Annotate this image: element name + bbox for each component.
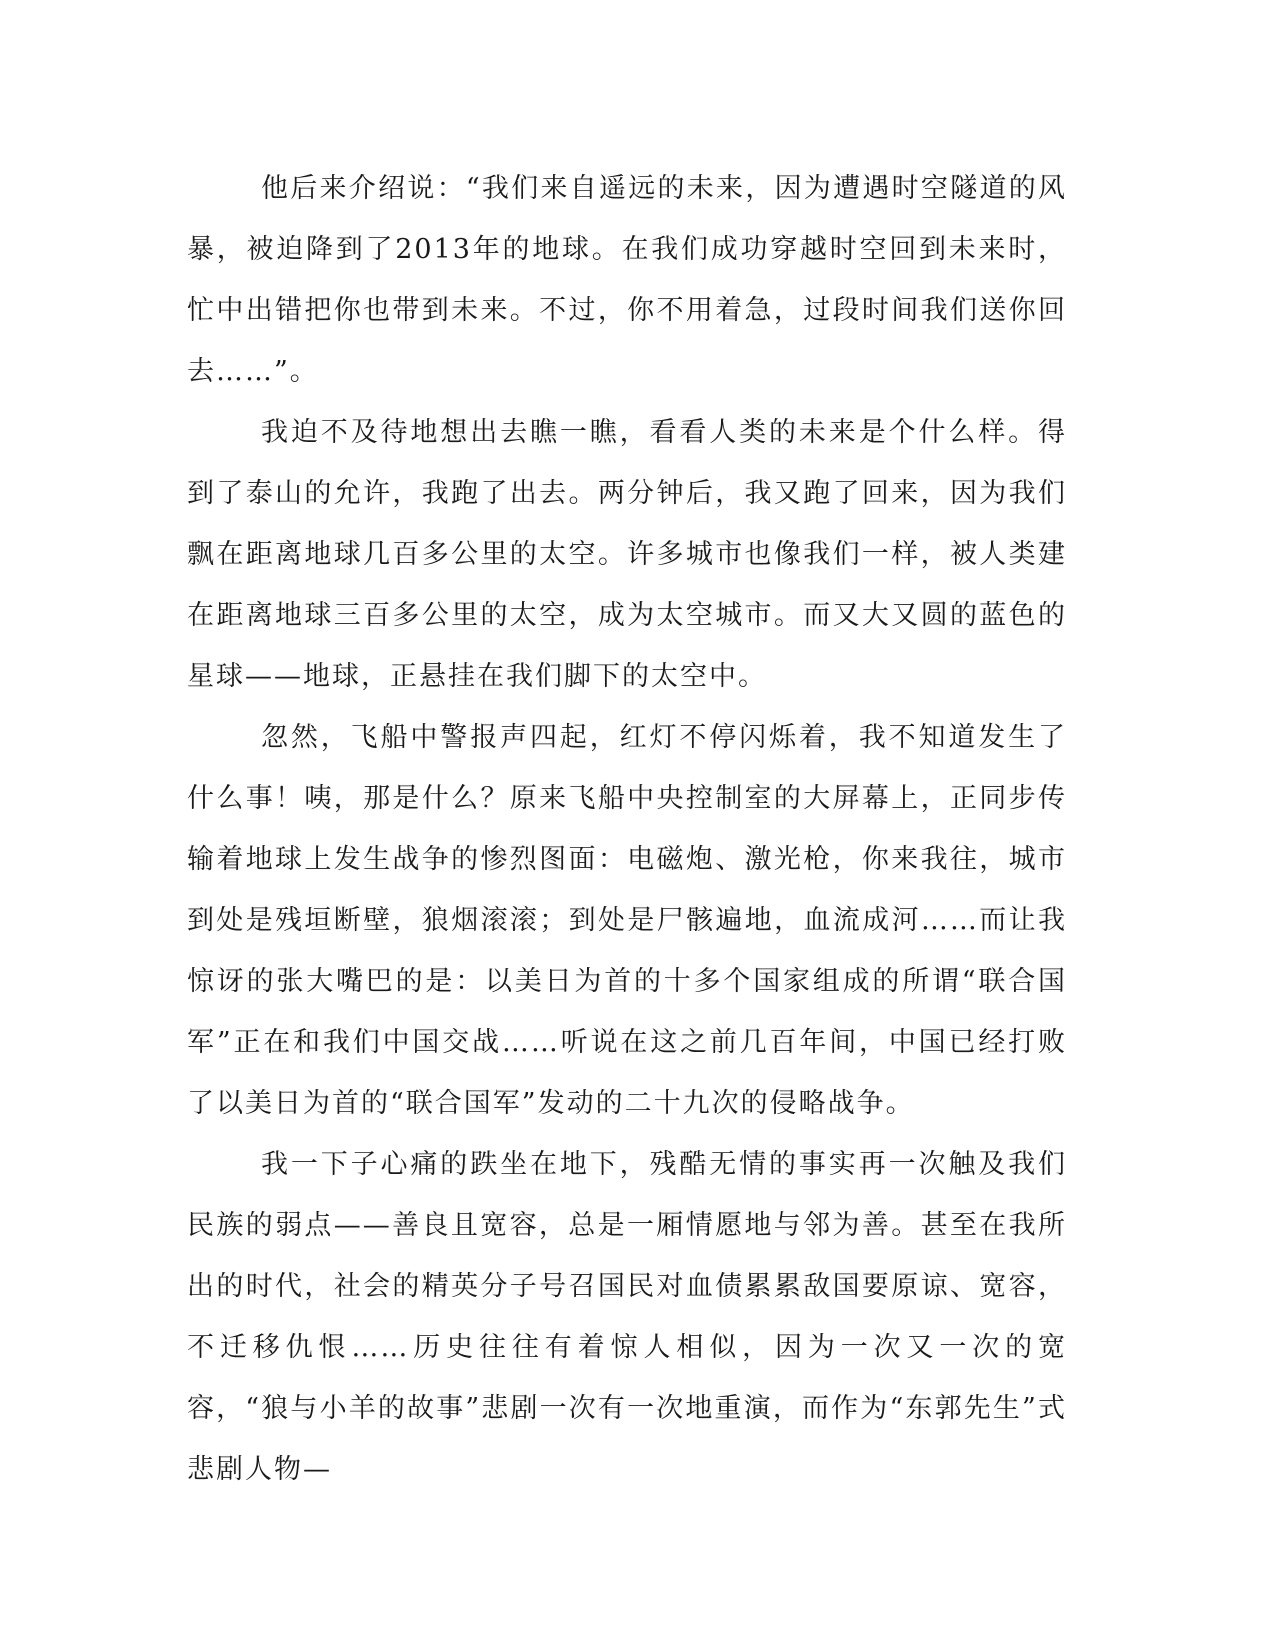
paragraph-3: 忽然，飞船中警报声四起，红灯不停闪烁着，我不知道发生了什么事！咦，那是什么？原来飞船中央控制室的大屏幕上，正同步传输着地球上发生战争的惨烈图面：电磁炮、激光枪，你来我往，城市到处是残垣断壁，狼烟滚滚；到处是尸骸遍地，血流成河……而让我惊讶的张大嘴巴的是：以美日为首的十多个国家组成的所谓“联合国军”正在和我们中国交战……听说在这之前几百年间，中国已经打败了以美日为首的“联合国军”发动的二十九次的侵略战争。 <box>187 722 1067 1119</box>
paragraph-2: 我迫不及待地想出去瞧一瞧，看看人类的未来是个什么样。得到了泰山的允许，我跑了出去。两分钟后，我又跑了回来，因为我们飘在距离地球几百多公里的太空。许多城市也像我们一样，被人类建在距离地球三百多公里的太空，成为太空城市。而又大又圆的蓝色的星球——地球，正悬挂在我们脚下的太空中。 <box>187 417 1067 692</box>
paragraph-1: 他后来介绍说：“我们来自遥远的未来，因为遭遇时空隧道的风暴，被迫降到了2013年的地球。在我们成功穿越时空回到未来时，忙中出错把你也带到未来。不过，你不用着急，过段时间我们送你回去……”。 <box>187 173 1067 387</box>
body-text <box>187 158 1067 1500</box>
paragraph-4: 我一下子心痛的跌坐在地下，残酷无情的事实再一次触及我们民族的弱点——善良且宽容，总是一厢情愿地与邻为善。甚至在我所出的时代，社会的精英分子号召国民对血债累累敌国要原谅、宽容，不迁移仇恨……历史往往有着惊人相似，因为一次又一次的宽容，“狼与小羊的故事”悲剧一次有一次地重演，而作为“东郭先生”式悲剧人物— <box>187 1149 1067 1485</box>
